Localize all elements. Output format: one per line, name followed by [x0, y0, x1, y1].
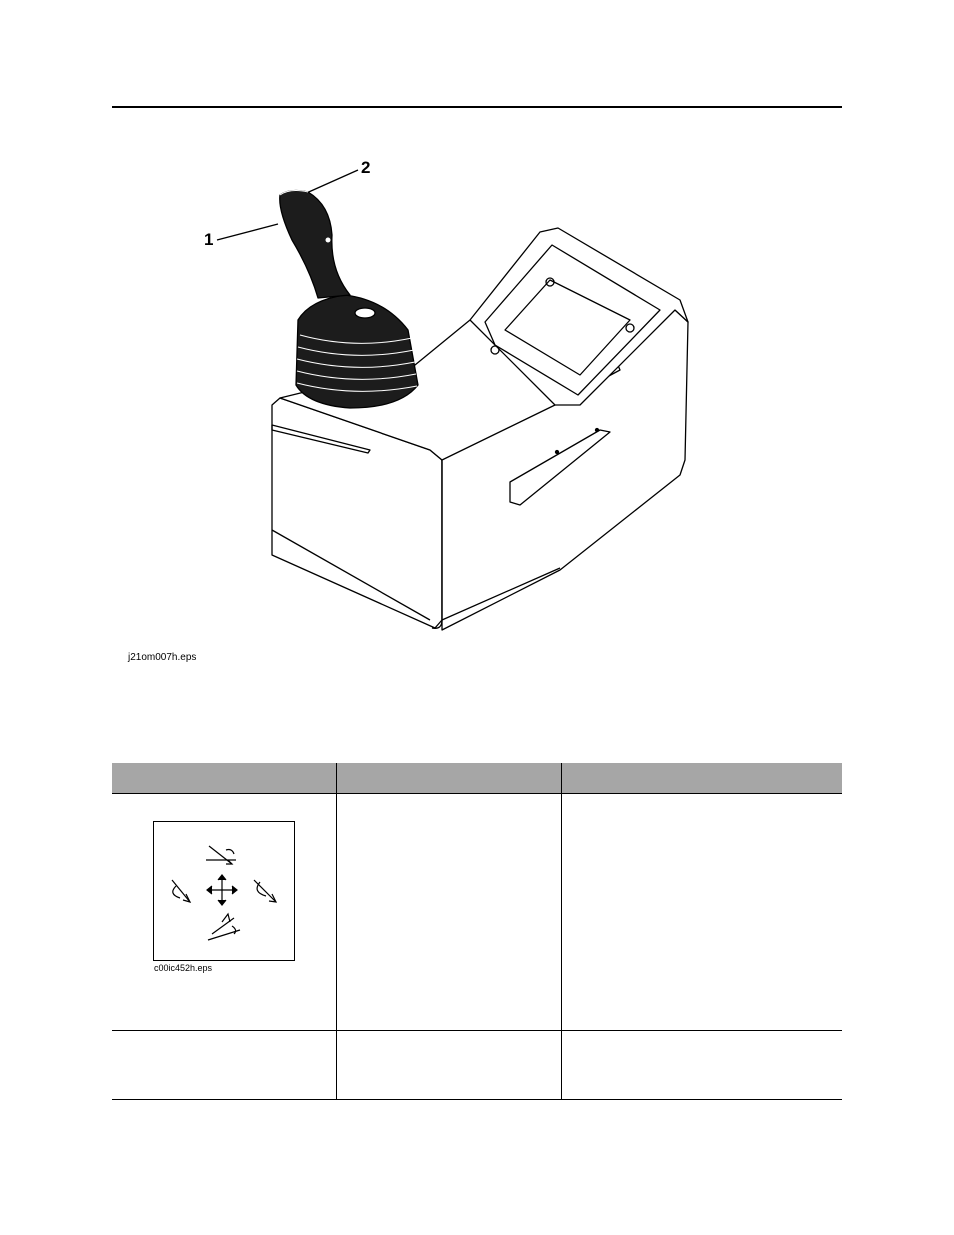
table-cell: [336, 1031, 561, 1100]
table-header-cell: [336, 763, 561, 794]
table-header-row: [112, 763, 842, 794]
figure-caption: j21om007h.eps: [128, 652, 197, 663]
table-row: [112, 794, 842, 1031]
table-header-cell: [112, 763, 336, 794]
table-cell: [561, 1031, 842, 1100]
table-row: [112, 1031, 842, 1100]
callout-1: 1: [204, 230, 214, 249]
symbol-caption: c00ic452h.eps: [154, 963, 213, 973]
joystick-direction-symbol: [153, 821, 295, 961]
callout-2: 2: [361, 158, 371, 177]
joystick-illustration: [160, 150, 720, 640]
header-rule: [112, 106, 842, 108]
table-header-cell: [561, 763, 842, 794]
table-cell: [112, 1031, 336, 1100]
control-table: [112, 763, 842, 1100]
table-cell: [336, 794, 561, 1031]
table-cell: [561, 794, 842, 1031]
table-cell: [112, 794, 336, 1031]
